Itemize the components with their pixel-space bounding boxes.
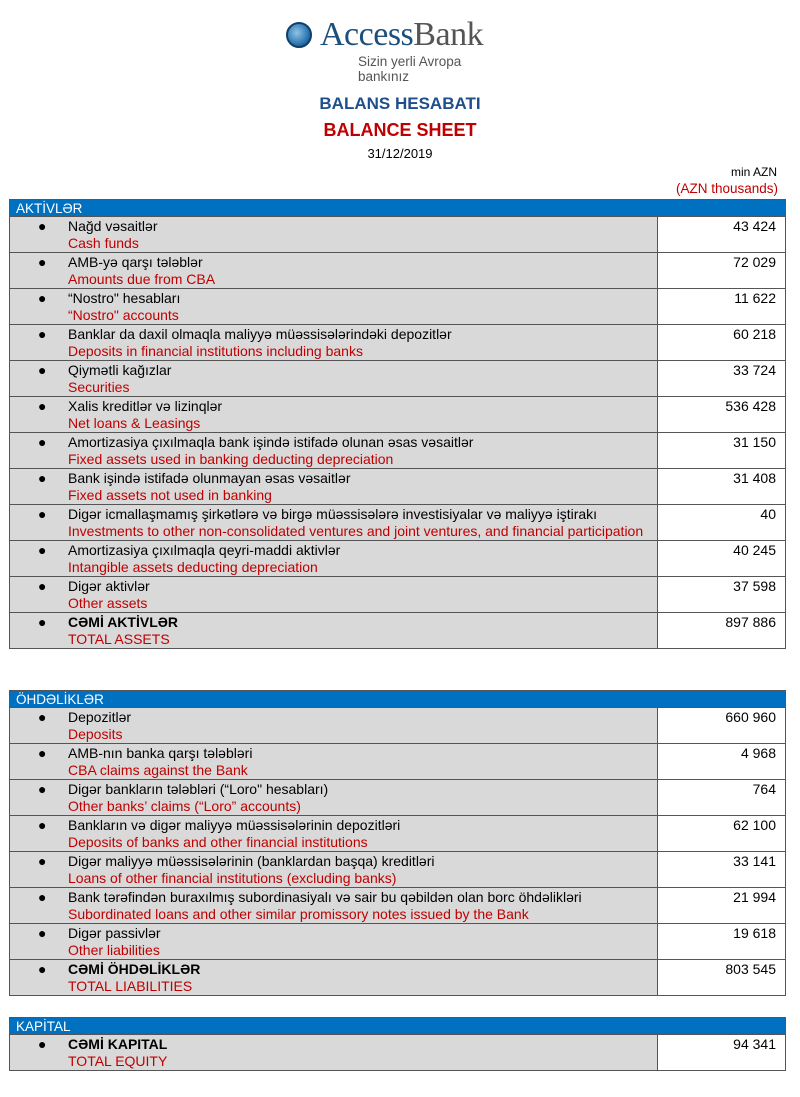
row-label (10, 361, 658, 396)
report-date: 31/12/2019 (367, 146, 433, 161)
table-row (9, 217, 786, 253)
label-en: “Nostro" accounts (68, 306, 179, 323)
row-label (10, 708, 658, 743)
table-row (9, 469, 786, 505)
label-az: Bank işində istifadə olunmayan əsas vəsaitlər (68, 470, 351, 486)
globe-icon (286, 22, 312, 48)
row-label (10, 852, 658, 887)
row-value: 660 960 (658, 708, 785, 743)
label-az: Digər aktivlər (68, 578, 150, 594)
accessbank-logo (284, 16, 514, 84)
label-en: Loans of other financial institutions (excluding banks) (68, 869, 397, 886)
label-az: Digər maliyyə müəssisələrinin (banklardan başqa) kreditləri (68, 853, 435, 869)
table-row (9, 505, 786, 541)
title-en: BALANCE SHEET (323, 120, 477, 140)
label-az: Bankların və digər maliyyə müəssisələrinin depozitləri (68, 817, 401, 833)
label-az: Qiymətli kağızlar (68, 362, 172, 378)
logo-tagline: Sizin yerli Avropa bankınız (358, 54, 462, 84)
section-equity (9, 1017, 786, 1071)
bullet-icon: ● (38, 506, 47, 522)
row-label (10, 217, 658, 252)
bullet-icon: ● (38, 853, 47, 869)
label-az: AMB-yə qarşı tələblər (68, 254, 203, 270)
label-az: AMB-nın banka qarşı tələbləri (68, 745, 253, 761)
section-liabilities (9, 690, 786, 996)
label-en: TOTAL ASSETS (68, 630, 170, 647)
bullet-icon: ● (38, 817, 47, 833)
row-value: 11 622 (658, 289, 785, 324)
bullet-icon: ● (38, 542, 47, 558)
row-label (10, 613, 658, 648)
table-row (9, 325, 786, 361)
bullet-icon: ● (38, 434, 47, 450)
label-en: Amounts due from CBA (68, 270, 216, 287)
table-row (9, 1035, 786, 1071)
logo-name: AccessBank (320, 16, 484, 53)
label-en: Intangible assets deducting depreciation (68, 558, 318, 575)
row-label (10, 744, 658, 779)
row-label (10, 888, 658, 923)
label-en: Net loans & Leasings (68, 414, 201, 431)
row-value: 4 968 (658, 744, 785, 779)
section-header: ÖHDƏLİKLƏR (9, 690, 786, 708)
row-label (10, 960, 658, 995)
table-row (9, 397, 786, 433)
label-az: CƏMİ AKTİVLƏR (68, 614, 179, 630)
bullet-icon: ● (38, 218, 47, 234)
row-label (10, 433, 658, 468)
label-en: Investments to other non-consolidated ventures and joint ventures, and financial participation (68, 522, 644, 539)
table-row (9, 780, 786, 816)
bullet-icon: ● (38, 925, 47, 941)
label-en: Deposits in financial institutions including banks (68, 342, 363, 359)
table-row (9, 253, 786, 289)
row-value: 19 618 (658, 924, 785, 959)
row-value: 37 598 (658, 577, 785, 612)
bullet-icon: ● (38, 362, 47, 378)
row-value: 40 245 (658, 541, 785, 576)
row-value: 60 218 (658, 325, 785, 360)
label-en: Other assets (68, 594, 148, 611)
bullet-icon: ● (38, 254, 47, 270)
section-header: AKTİVLƏR (9, 199, 786, 217)
bullet-icon: ● (38, 889, 47, 905)
label-en: Fixed assets not used in banking (68, 486, 272, 503)
label-az: Amortizasiya çıxılmaqla qeyri-maddi aktivlər (68, 542, 341, 558)
row-value: 72 029 (658, 253, 785, 288)
row-label (10, 924, 658, 959)
label-az: Digər icmallaşmamış şirkətlərə və birgə müəssisələrə investisiyalar və maliyyə iştirakı (68, 506, 598, 522)
label-az: CƏMİ ÖHDƏLİKLƏR (68, 961, 201, 977)
table-row (9, 577, 786, 613)
row-value: 33 141 (658, 852, 785, 887)
row-value: 31 408 (658, 469, 785, 504)
bullet-icon: ● (38, 578, 47, 594)
table-row (9, 852, 786, 888)
row-label (10, 289, 658, 324)
table-row (9, 433, 786, 469)
label-en: Cash funds (68, 234, 139, 251)
label-az: Digər passivlər (68, 925, 161, 941)
label-en: Deposits of banks and other financial institutions (68, 833, 368, 850)
label-en: Securities (68, 378, 130, 395)
row-value: 40 (658, 505, 785, 540)
row-value: 33 724 (658, 361, 785, 396)
bullet-icon: ● (38, 961, 47, 977)
label-en: Deposits (68, 725, 123, 742)
row-label (10, 505, 658, 540)
table-row (9, 888, 786, 924)
row-value: 803 545 (658, 960, 785, 995)
label-en: CBA claims against the Bank (68, 761, 248, 778)
row-value: 21 994 (658, 888, 785, 923)
bullet-icon: ● (38, 398, 47, 414)
label-en: TOTAL EQUITY (68, 1052, 168, 1069)
table-row (9, 613, 786, 649)
table-row (9, 708, 786, 744)
row-label (10, 1035, 658, 1070)
row-value: 43 424 (658, 217, 785, 252)
row-label (10, 325, 658, 360)
label-az: Digər bankların tələbləri (“Loro" hesabları) (68, 781, 329, 797)
section-assets (9, 199, 786, 649)
section-header: KAPİTAL (9, 1017, 786, 1035)
bullet-icon: ● (38, 1036, 47, 1052)
label-en: Other liabilities (68, 941, 160, 958)
label-az: Amortizasiya çıxılmaqla bank işində istifadə olunan əsas vəsaitlər (68, 434, 474, 450)
bullet-icon: ● (38, 745, 47, 761)
label-az: Bank tərəfindən buraxılmış subordinasiyalı və sair bu qəbildən olan borc öhdəlikləri (68, 889, 582, 905)
label-en: TOTAL LIABILITIES (68, 977, 193, 994)
unit-az: min AZN (730, 165, 777, 179)
row-label (10, 541, 658, 576)
row-value: 94 341 (658, 1035, 785, 1070)
bullet-icon: ● (38, 470, 47, 486)
label-az: CƏMİ KAPITAL (68, 1036, 168, 1052)
row-value: 31 150 (658, 433, 785, 468)
row-label (10, 577, 658, 612)
table-row (9, 816, 786, 852)
bullet-icon: ● (38, 709, 47, 725)
table-row (9, 960, 786, 996)
unit-en: (AZN thousands) (675, 181, 778, 196)
label-az: Banklar da daxil olmaqla maliyyə müəssisələrindəki depozitlər (68, 326, 452, 342)
label-en: Fixed assets used in banking deducting depreciation (68, 450, 394, 467)
bullet-icon: ● (38, 326, 47, 342)
row-label (10, 816, 658, 851)
title-az: BALANS HESABATI (319, 94, 481, 113)
label-az: “Nostro" hesabları (68, 290, 181, 306)
bullet-icon: ● (38, 290, 47, 306)
label-en: Other banks’ claims (“Loro” accounts) (68, 797, 301, 814)
table-row (9, 541, 786, 577)
table-row (9, 744, 786, 780)
row-label (10, 397, 658, 432)
table-row (9, 361, 786, 397)
table-row (9, 924, 786, 960)
row-label (10, 780, 658, 815)
label-az: Xalis kreditlər və lizinqlər (68, 398, 223, 414)
row-value: 536 428 (658, 397, 785, 432)
label-az: Depozitlər (68, 709, 132, 725)
row-value: 764 (658, 780, 785, 815)
row-value: 62 100 (658, 816, 785, 851)
label-az: Nağd vəsaitlər (68, 218, 158, 234)
row-label (10, 469, 658, 504)
row-label (10, 253, 658, 288)
bullet-icon: ● (38, 614, 47, 630)
bullet-icon: ● (38, 781, 47, 797)
label-en: Subordinated loans and other similar promissory notes issued by the Bank (68, 905, 529, 922)
row-value: 897 886 (658, 613, 785, 648)
table-row (9, 289, 786, 325)
